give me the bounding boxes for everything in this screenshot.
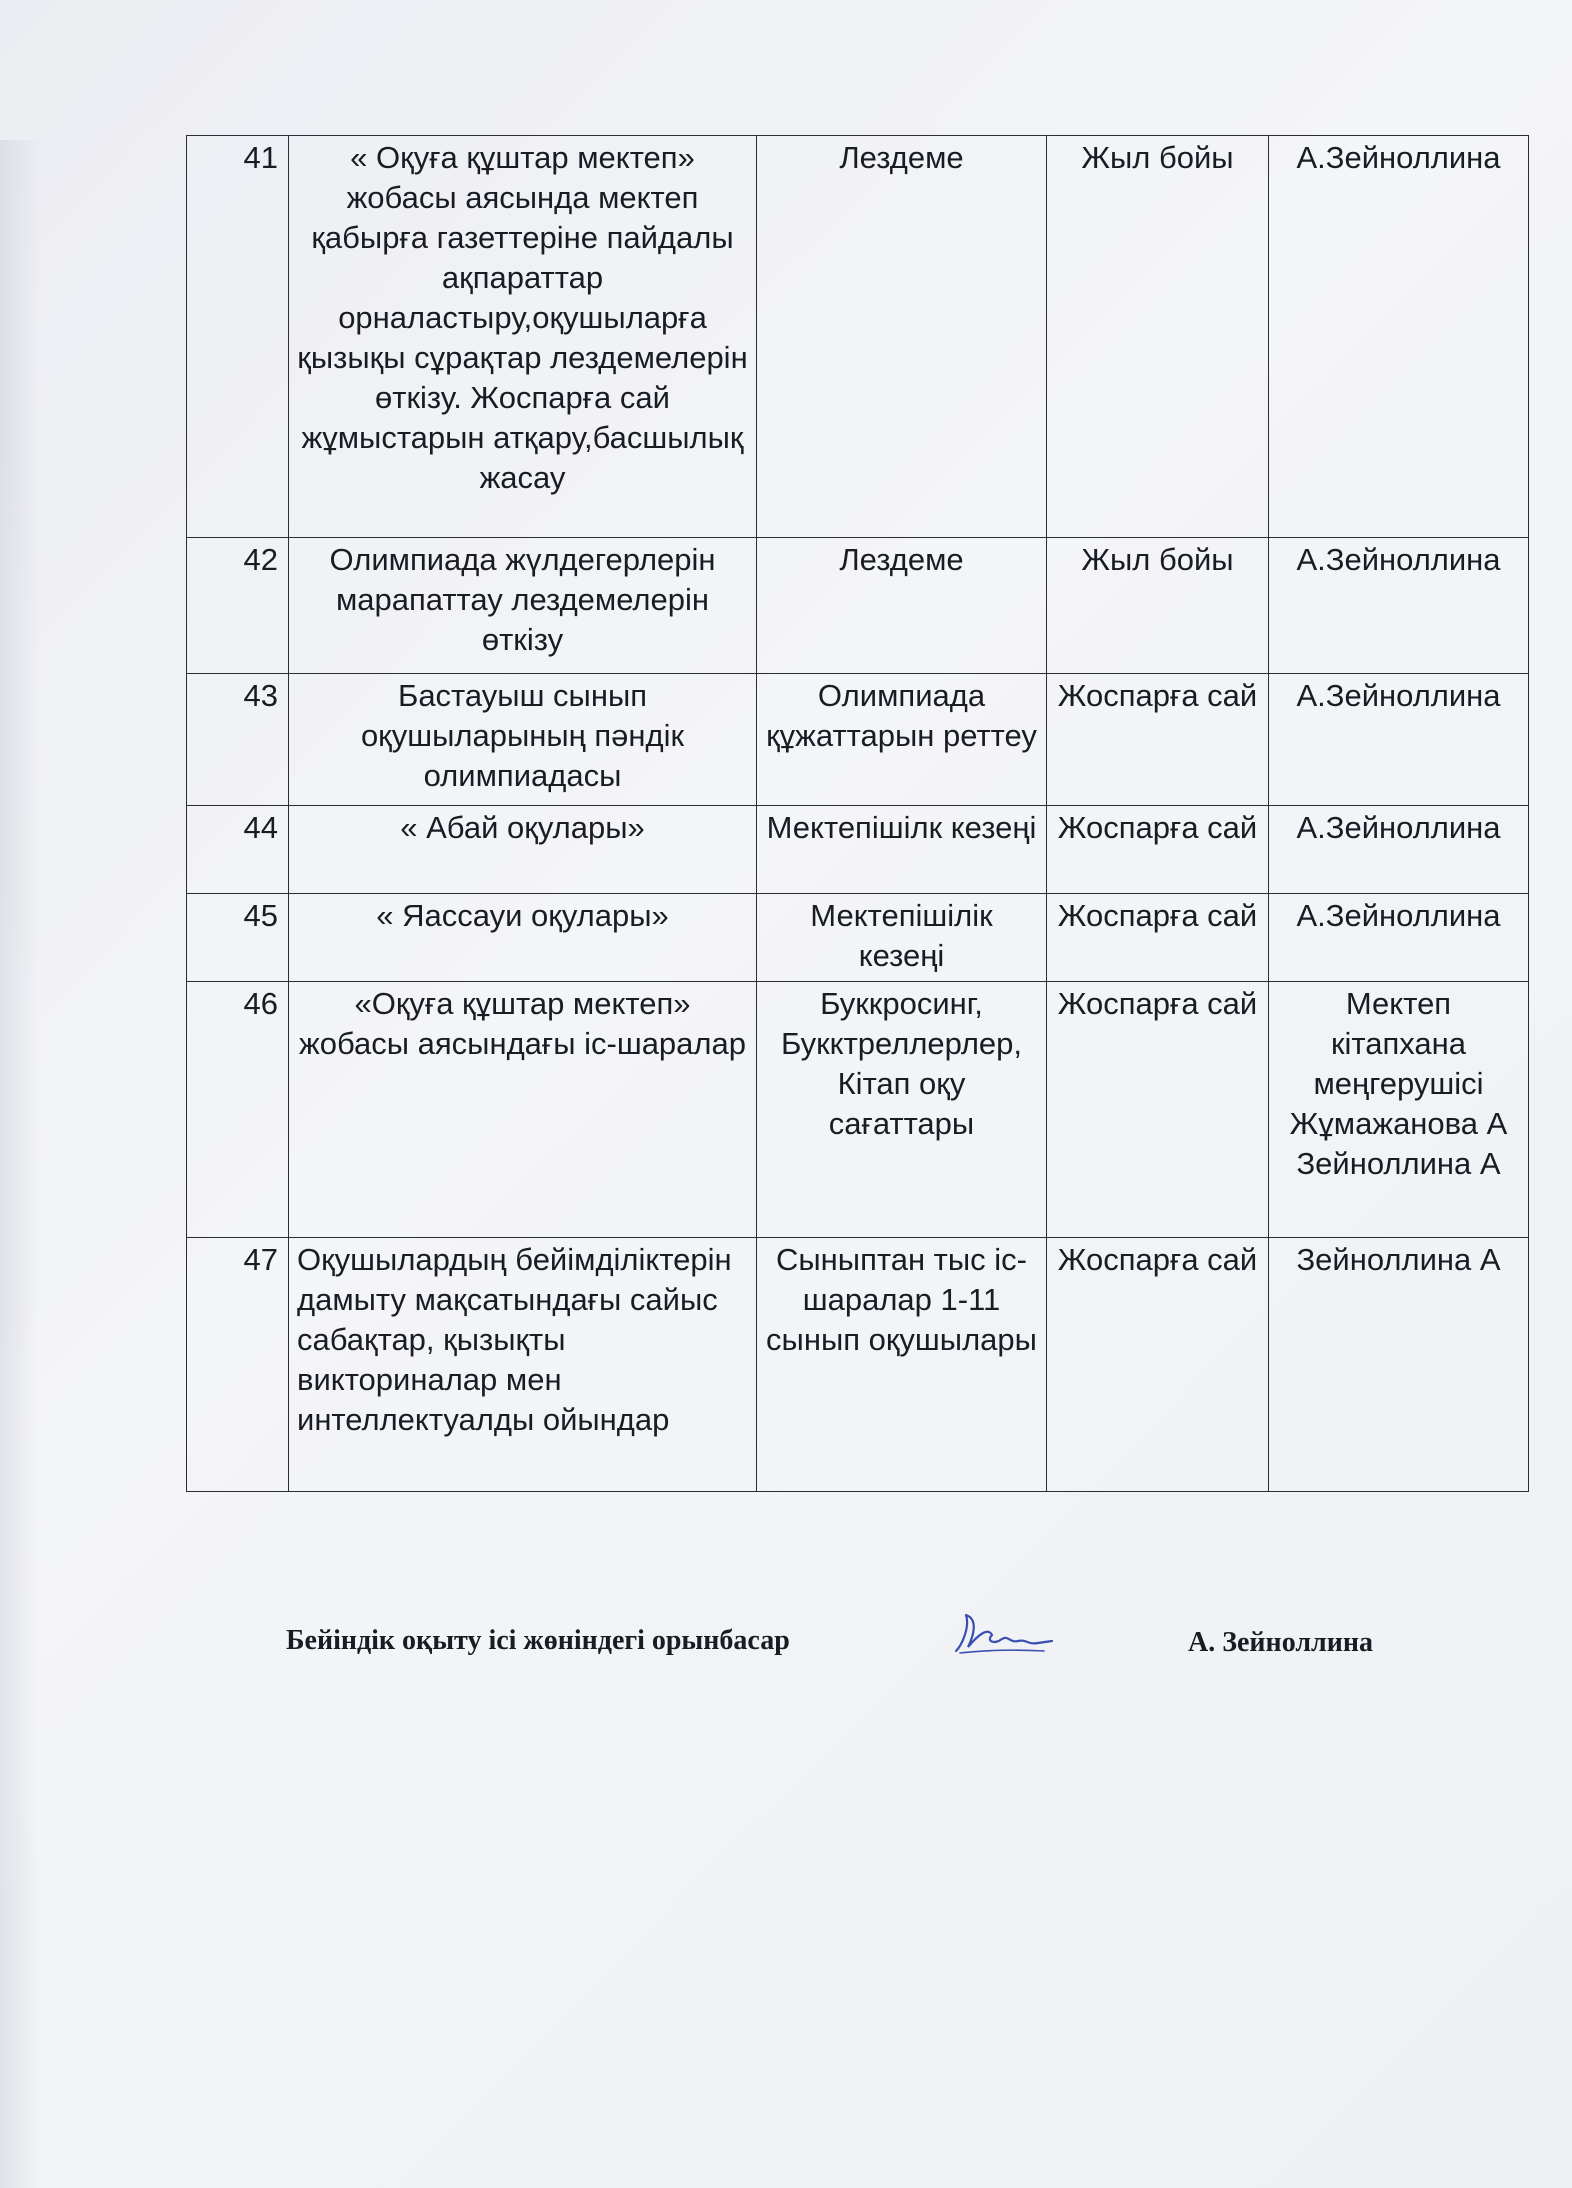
event-responsible: А.Зейноллина xyxy=(1269,806,1529,894)
event-responsible: А.Зейноллина xyxy=(1269,136,1529,538)
event-description: Олимпиада жүлдегерлерін марапаттау лездемелерін өткізу xyxy=(289,538,757,674)
row-number: 47 xyxy=(187,1238,289,1492)
event-responsible: А.Зейноллина xyxy=(1269,894,1529,982)
event-description: «Оқуға құштар мектеп» жобасы аясындағы іс-шаралар xyxy=(289,982,757,1238)
table-row xyxy=(187,1238,1529,1492)
event-time: Жоспарға сай xyxy=(1047,674,1269,806)
event-description: « Яассауи оқулары» xyxy=(289,894,757,982)
event-time: Жоспарға сай xyxy=(1047,982,1269,1238)
signer-position: Бейіндік оқыту ісі жөніндегі орынбасар xyxy=(286,1625,790,1656)
event-time: Жоспарға сай xyxy=(1047,1238,1269,1492)
table-row xyxy=(187,674,1529,806)
table-row xyxy=(187,806,1529,894)
event-form: Лездеме xyxy=(757,538,1047,674)
event-form: Мектепішілік кезеңі xyxy=(757,894,1047,982)
event-time: Жоспарға сай xyxy=(1047,806,1269,894)
signer-name: А. Зейноллина xyxy=(1188,1627,1374,1658)
table-row xyxy=(187,982,1529,1238)
event-description: Оқушылардың бейімділіктерін дамыту мақсатындағы сайыс сабақтар, қызықты викториналар мен интеллектуалды ойындар xyxy=(289,1238,757,1492)
event-responsible: Зейноллина А xyxy=(1269,1238,1529,1492)
event-description: Бастауыш сынып оқушыларының пәндік олимпиадасы xyxy=(289,674,757,806)
row-number: 45 xyxy=(187,894,289,982)
table-row xyxy=(187,894,1529,982)
row-number: 46 xyxy=(187,982,289,1238)
event-form: Мектепішілк кезеңі xyxy=(757,806,1047,894)
event-responsible: А.Зейноллина xyxy=(1269,538,1529,674)
page-edge-shadow xyxy=(0,140,40,2188)
event-responsible: А.Зейноллина xyxy=(1269,674,1529,806)
event-responsible: Мектеп кітапхана меңгерушісі Жұмажанова А Зейноллина А xyxy=(1269,982,1529,1238)
event-description: « Абай оқулары» xyxy=(289,806,757,894)
row-number: 44 xyxy=(187,806,289,894)
event-time: Жыл бойы xyxy=(1047,136,1269,538)
handwritten-signature xyxy=(948,1605,1058,1665)
event-form: Лездеме xyxy=(757,136,1047,538)
signature-block xyxy=(0,1625,1572,1685)
row-number: 43 xyxy=(187,674,289,806)
event-time: Жоспарға сай xyxy=(1047,894,1269,982)
event-form: Сыныптан тыс іс-шаралар 1-11 сынып оқушылары xyxy=(757,1238,1047,1492)
row-number: 42 xyxy=(187,538,289,674)
event-form: Буккросинг, Букктреллерлер, Кітап оқу сағаттары xyxy=(757,982,1047,1238)
event-time: Жыл бойы xyxy=(1047,538,1269,674)
row-number: 41 xyxy=(187,136,289,538)
table-row xyxy=(187,136,1529,538)
event-description: « Оқуға құштар мектеп» жобасы аясында мектеп қабырға газеттеріне пайдалы ақпараттар орналастыру,оқушыларға қызықы сұрақтар лездемелерін өткізу. Жоспарға сай жұмыстарын атқару,басшылық жасау xyxy=(289,136,757,538)
event-form: Олимпиада құжаттарын реттеу xyxy=(757,674,1047,806)
table-row xyxy=(187,538,1529,674)
events-table xyxy=(186,135,1529,1492)
